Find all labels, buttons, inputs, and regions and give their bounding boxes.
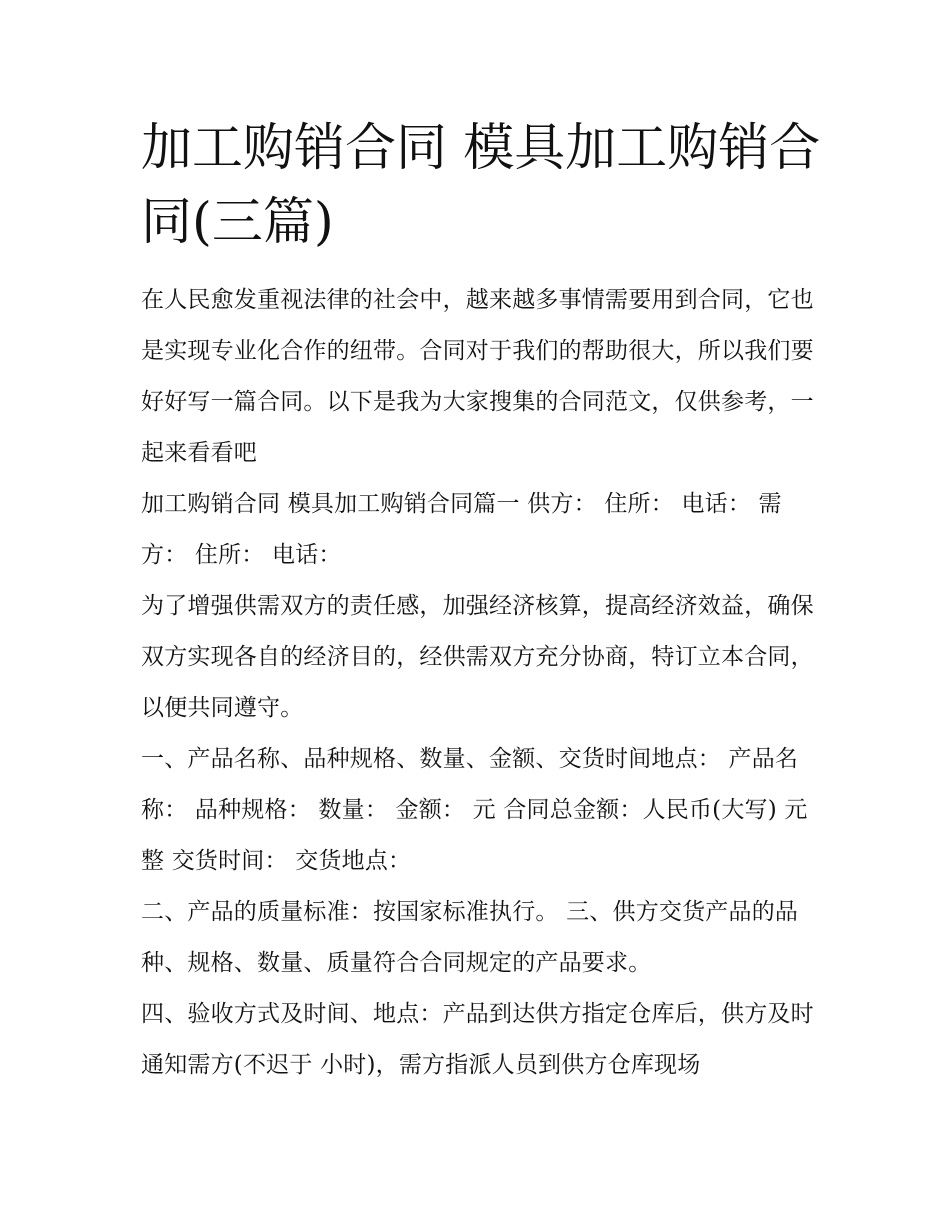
paragraph-clause-4: 四、验收方式及时间、地点：产品到达供方指定仓库后，供方及时通知需方(不迟于 小时)，需方指派人员到供方仓库现场	[141, 1001, 814, 1078]
paragraph-intro: 在人民愈发重视法律的社会中，越来越多事情需要用到合同，它也是实现专业化合作的纽带。合同对于我们的帮助很大，所以我们要好好写一篇合同。以下是我为大家搜集的合同范文，仅供参考，一起来看看吧	[141, 287, 814, 466]
paragraph-purpose: 为了增强供需双方的责任感，加强经济核算，提高经济效益，确保双方实现各自的经济目的，经供需双方充分协商，特订立本合同，以便共同遵守。	[141, 593, 814, 721]
paragraph-parties: 加工购销合同 模具加工购销合同篇一 供方： 住所： 电话： 需方： 住所： 电话：	[141, 491, 782, 568]
document-title: 加工购销合同 模具加工购销合同(三篇)	[141, 119, 821, 252]
paragraph-clause-1: 一、产品名称、品种规格、数量、金额、交货时间地点： 产品名称： 品种规格： 数量： 金额： 元 合同总金额：人民币(大写) 元整 交货时间： 交货地点：	[141, 746, 808, 874]
paragraph-clause-2-3: 二、产品的质量标准：按国家标准执行。 三、供方交货产品的品种、规格、数量、质量符合合同规定的产品要求。	[141, 899, 799, 976]
document-body	[141, 275, 821, 1091]
